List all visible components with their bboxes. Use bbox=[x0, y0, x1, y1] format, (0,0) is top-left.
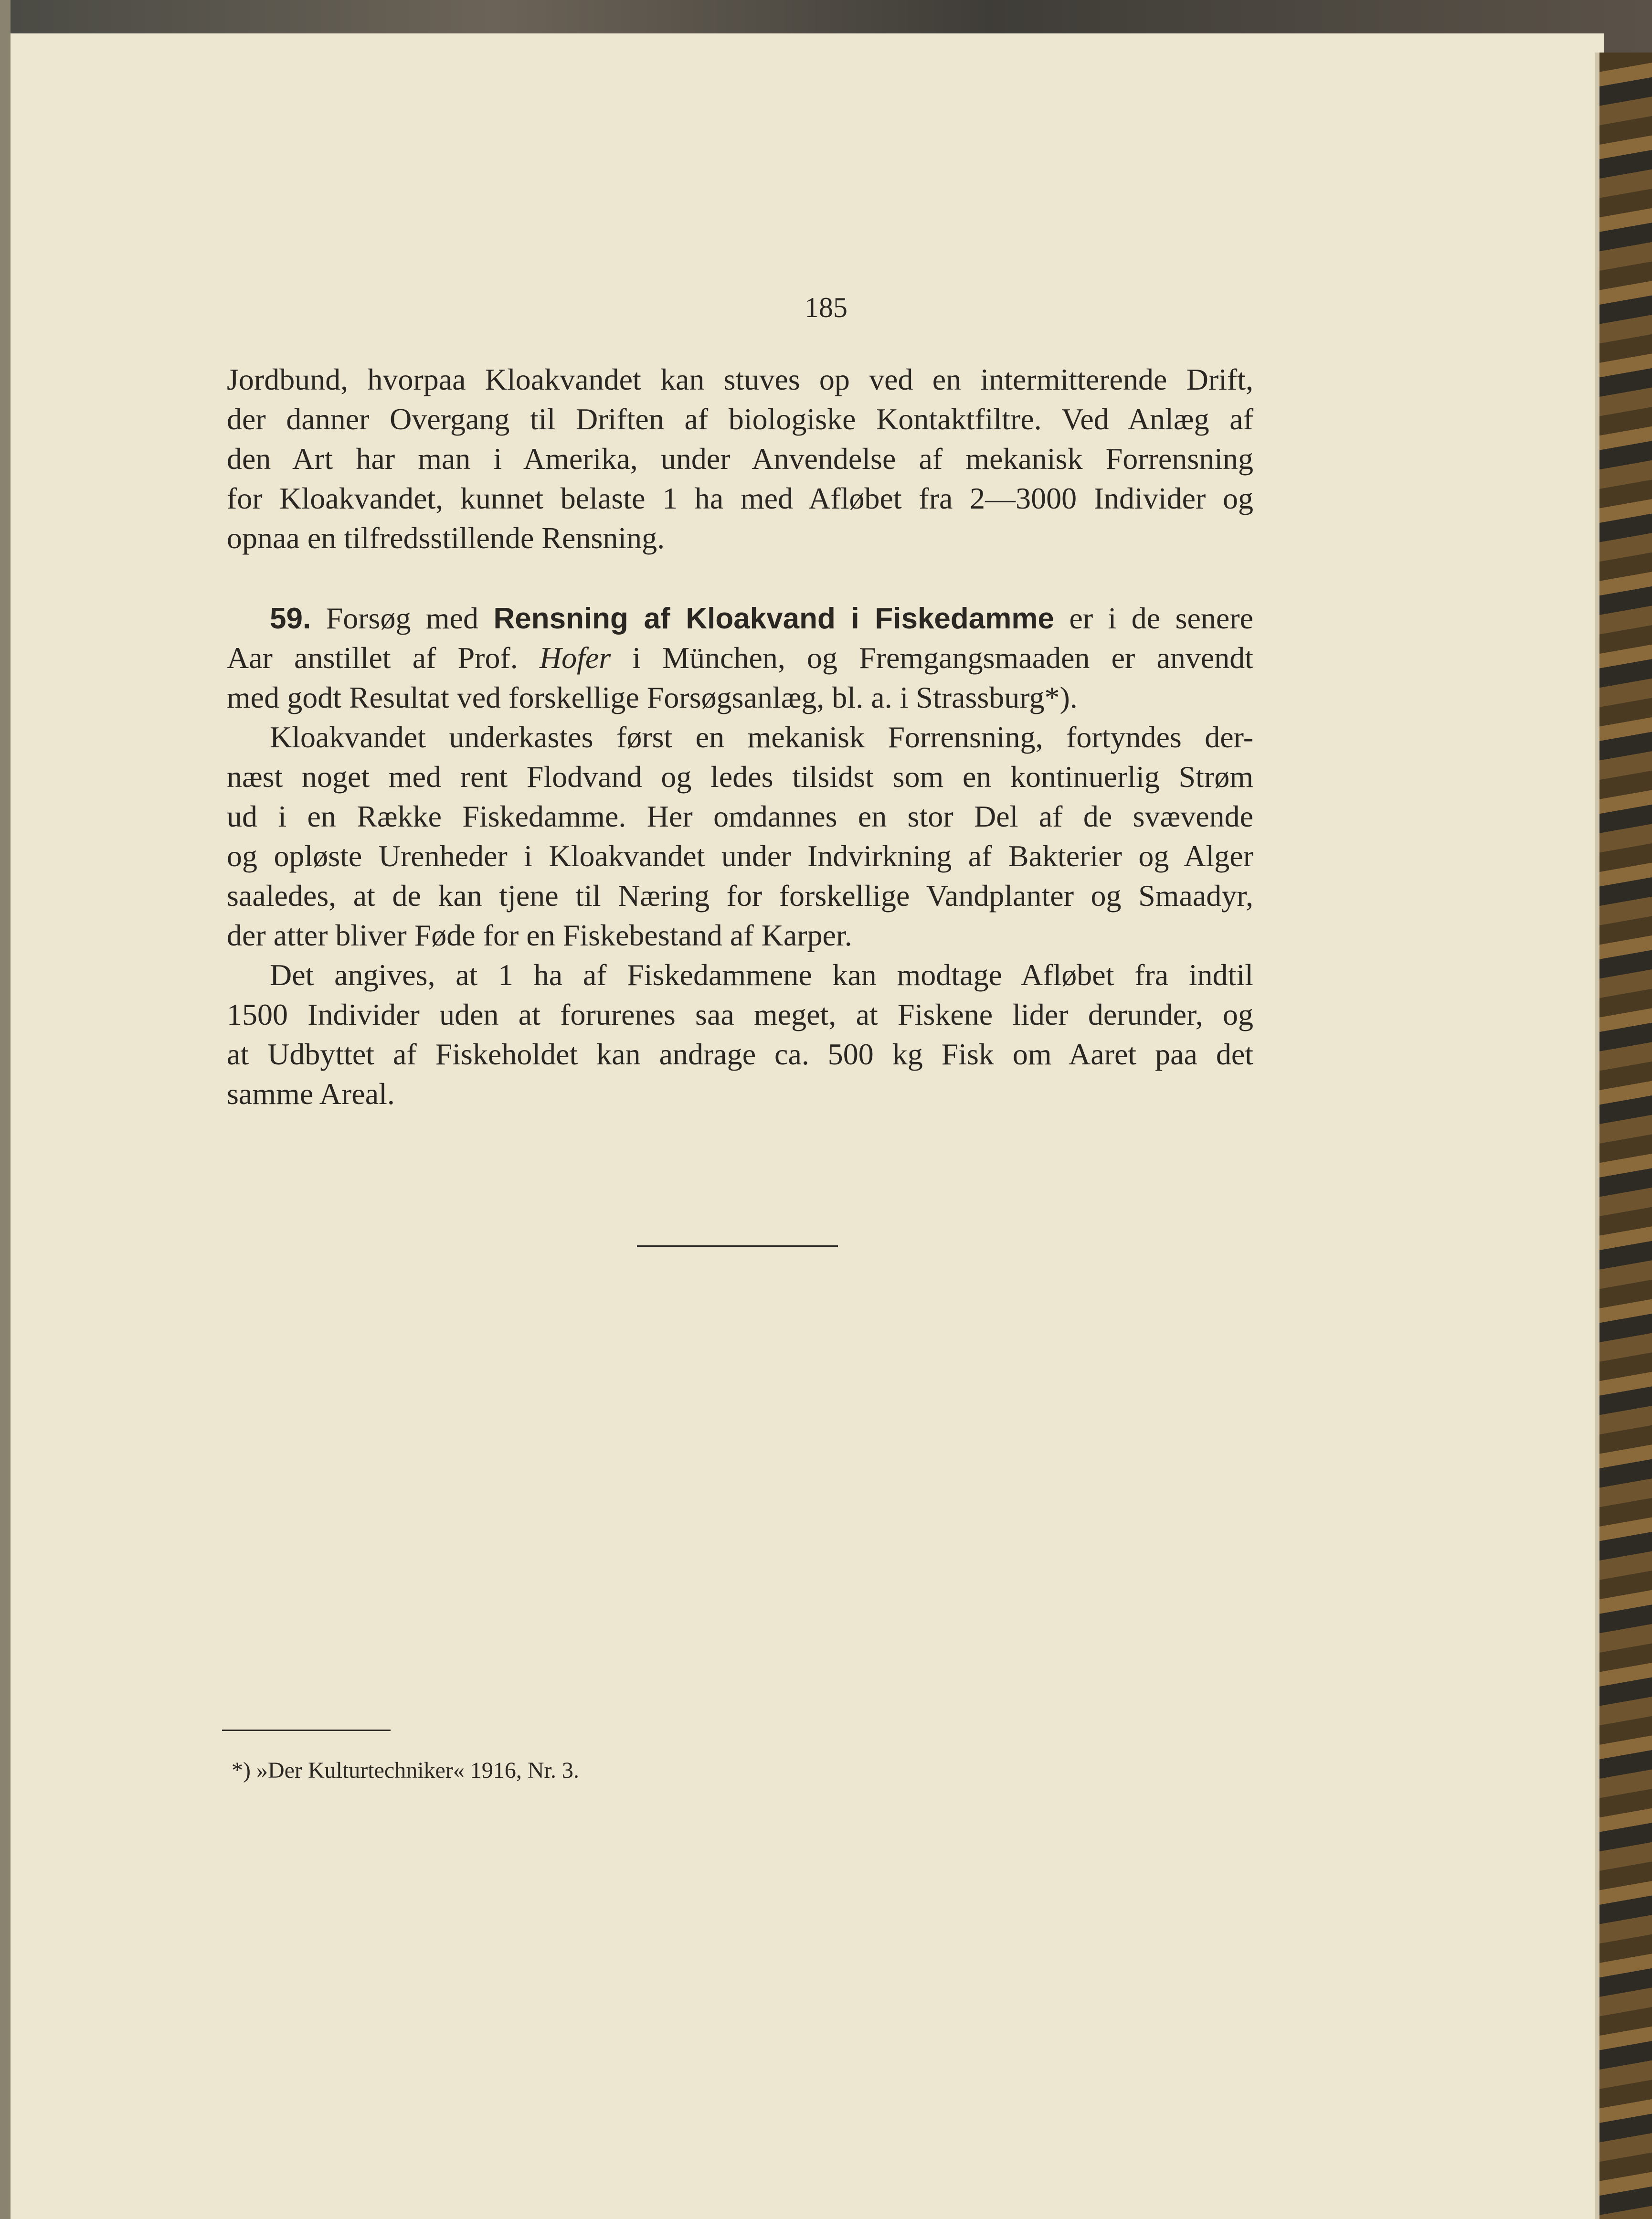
text-line: der atter bliver Føde for en Fiskebestand af Karper. bbox=[227, 918, 852, 952]
text-line: og opløste Urenheder i Kloakvandet under Indvirkning af Bakterier og Alger bbox=[227, 839, 1253, 873]
text-line: ud i en Række Fiskedamme. Her omdannes en stor Del af de svævende bbox=[227, 799, 1253, 833]
section-divider bbox=[637, 1245, 838, 1247]
text: Aar anstillet af Prof. bbox=[227, 641, 518, 675]
text: i München, og Fremgangsmaaden er anvendt bbox=[632, 641, 1254, 675]
text: Forsøg med bbox=[326, 601, 479, 635]
text-line: opnaa en tilfredsstillende Rensning. bbox=[227, 521, 665, 555]
text: er i de senere bbox=[1069, 601, 1254, 635]
text-line: næst noget med rent Flodvand og ledes tilsidst som en kontinuerlig Strøm bbox=[227, 760, 1253, 794]
author-name: Hofer bbox=[539, 641, 611, 675]
section-number: 59. bbox=[270, 602, 311, 635]
text-line: for Kloakvandet, kunnet belaste 1 ha med Afløbet fra 2—3000 Individer og bbox=[227, 481, 1253, 515]
page-left-edge bbox=[0, 0, 11, 2219]
text-line: at Udbyttet af Fiskeholdet kan andrage ca. 500 kg Fisk om Aaret paa det bbox=[227, 1037, 1253, 1071]
text-line: Det angives, at 1 ha af Fiskedammene kan modtage Afløbet fra indtil bbox=[270, 958, 1253, 992]
section-title: Rensning af Kloakvand i Fiskedamme bbox=[493, 602, 1055, 635]
footnote-rule bbox=[222, 1730, 391, 1731]
marbled-cover-edge bbox=[1599, 53, 1652, 2219]
text-line: med godt Resultat ved forskellige Forsøgsanlæg, bl. a. i Strassburg*). bbox=[227, 680, 1078, 714]
text-line: 1500 Individer uden at forurenes saa meget, at Fiskene lider derunder, og bbox=[227, 998, 1253, 1031]
text-line: saaledes, at de kan tjene til Næring for forskellige Vandplanter og Smaadyr, bbox=[227, 879, 1253, 913]
text-line: Jordbund, hvorpaa Kloakvandet kan stuves op ved en intermitterende Drift, bbox=[227, 362, 1253, 396]
text-line: der danner Overgang til Driften af biologiske Kontaktfiltre. Ved Anlæg af bbox=[227, 402, 1253, 436]
footnote: *) »Der Kulturtechniker« 1916, Nr. 3. bbox=[232, 1758, 579, 1783]
text-line bbox=[227, 639, 1253, 677]
text-line: Kloakvandet underkastes først en mekanisk Forrensning, fortyndes der- bbox=[270, 720, 1253, 754]
text-line: den Art har man i Amerika, under Anvendelse af mekanisk Forrensning bbox=[227, 442, 1253, 476]
page-number: 185 bbox=[805, 292, 847, 323]
text-line: samme Areal. bbox=[227, 1077, 395, 1111]
section-heading-line bbox=[270, 599, 1253, 638]
